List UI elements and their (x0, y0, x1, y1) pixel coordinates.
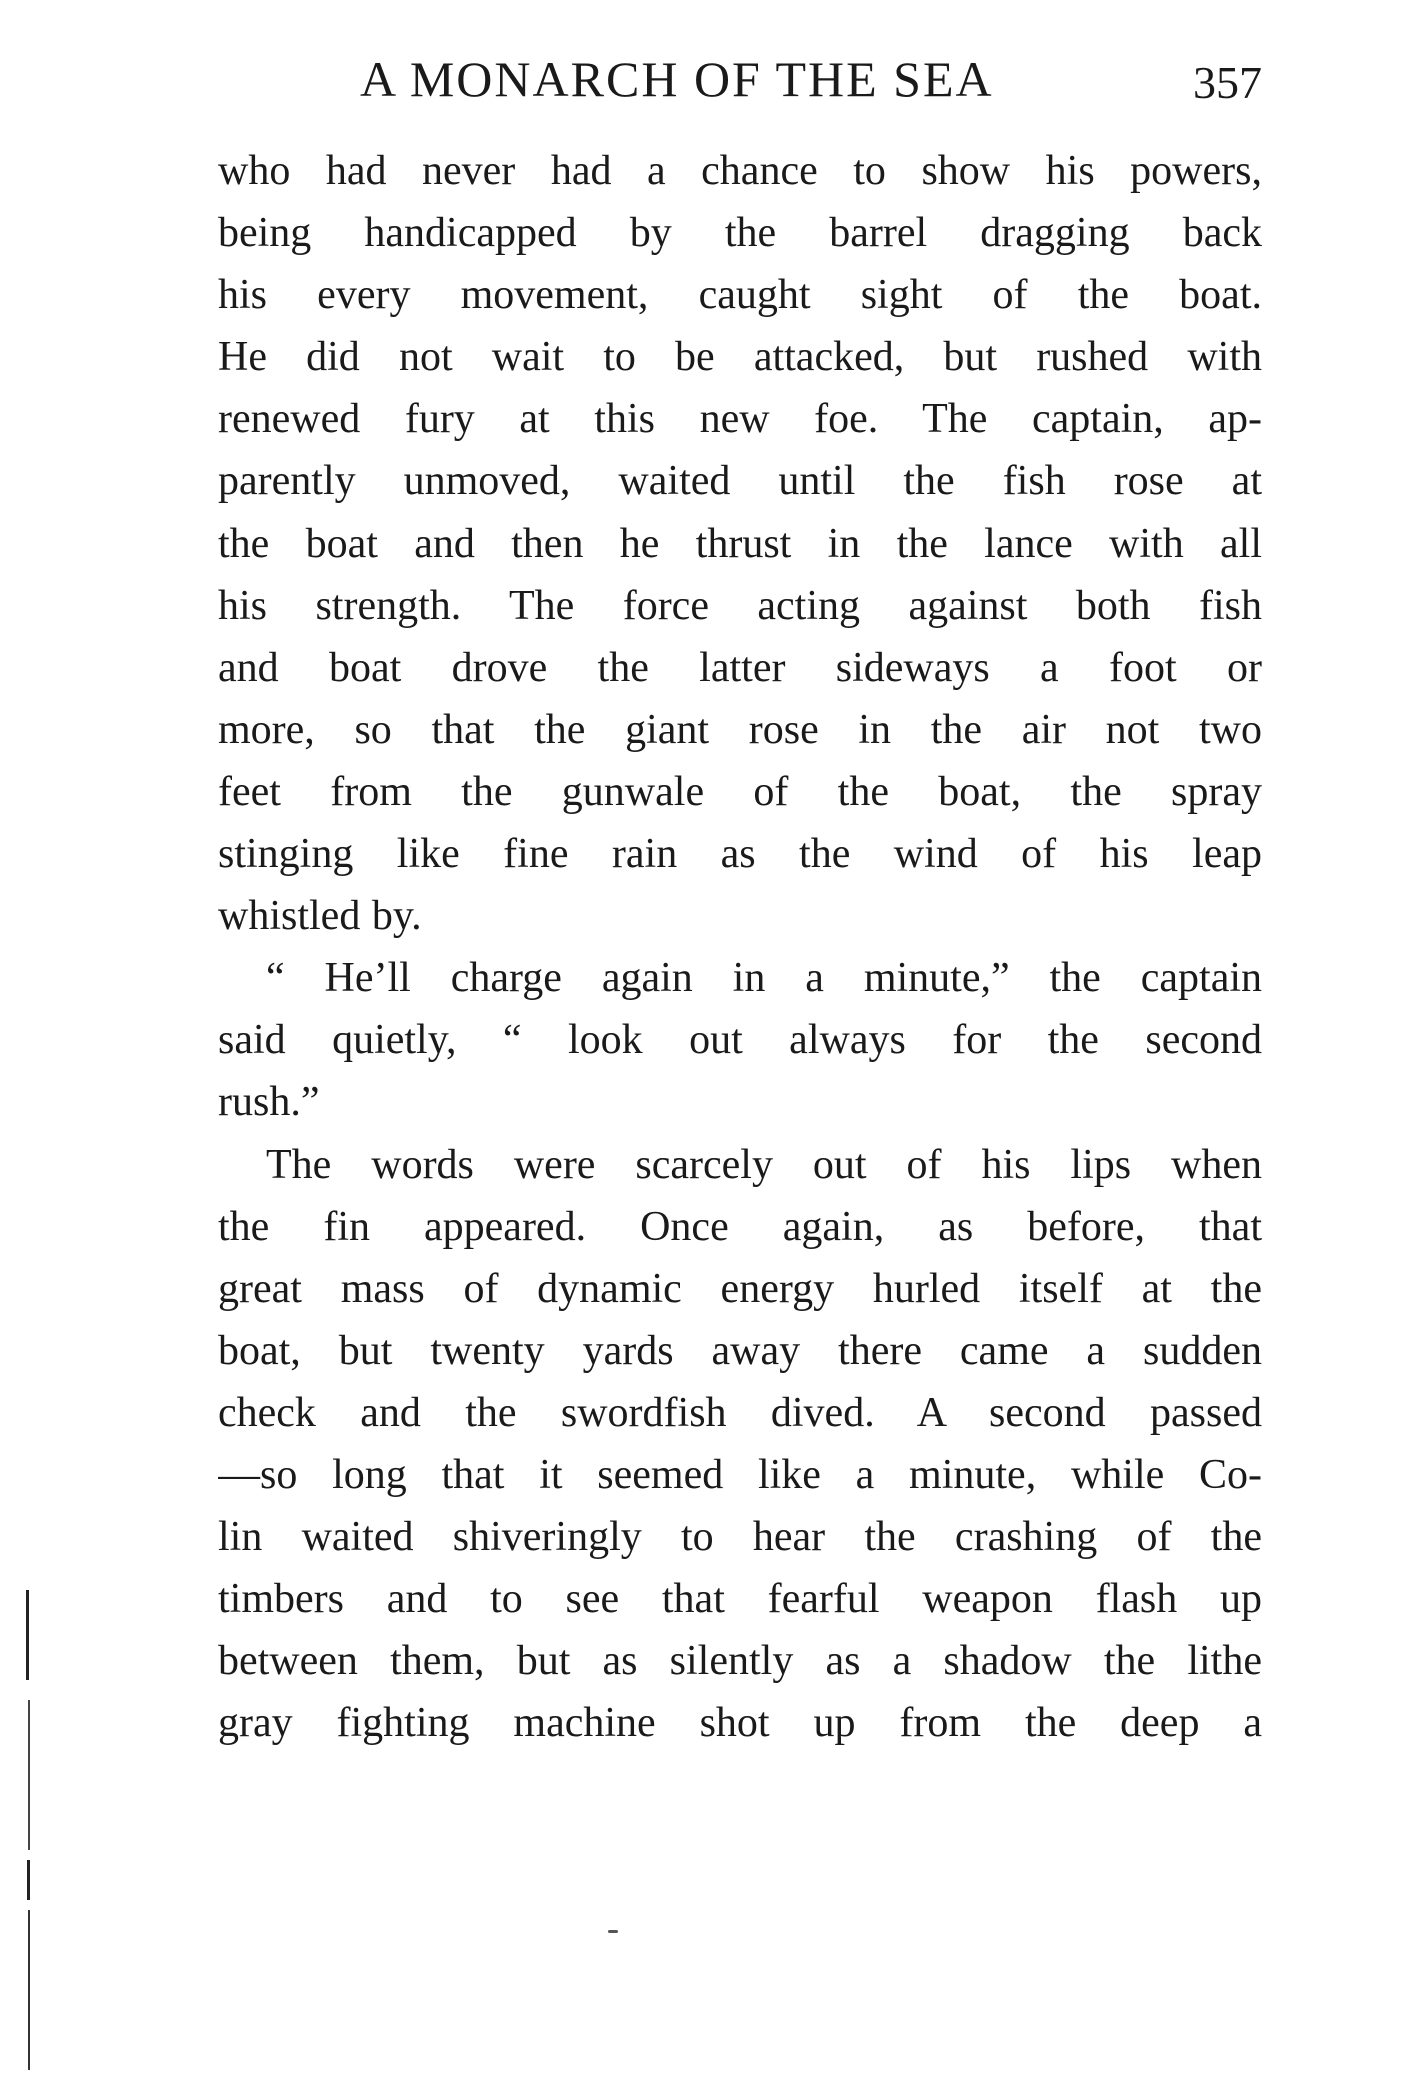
binding-edge-mark (26, 1590, 29, 1680)
binding-edge-mark (27, 1860, 30, 1900)
text-line: said quietly, “ look out always for the second (218, 1017, 1262, 1064)
text-line: rush.” (218, 1079, 320, 1126)
text-line: the boat and then he thrust in the lance with all (218, 520, 1262, 567)
page-number: 357 (1193, 57, 1262, 108)
text-line: more, so that the giant rose in the air not two (218, 706, 1262, 753)
text-line: and boat drove the latter sideways a foot or (218, 644, 1262, 691)
text-line: timbers and to see that fearful weapon flash up (218, 1576, 1262, 1623)
text-line: who had never had a chance to show his powers, (218, 148, 1262, 194)
text-line: whistled by. (218, 893, 422, 940)
body-text (218, 140, 1262, 1754)
binding-edge-mark (28, 1910, 30, 2070)
text-line: being handicapped by the barrel dragging back (218, 210, 1262, 257)
text-line: “ He’ll charge again in a minute,” the captain (266, 955, 1262, 1002)
text-line: the fin appeared. Once again, as before, that (218, 1203, 1262, 1250)
page-header (218, 50, 1262, 120)
text-line: check and the swordfish dived. A second passed (218, 1389, 1262, 1436)
scan-speck (608, 1930, 618, 1933)
text-line: lin waited shiveringly to hear the crashing of the (218, 1514, 1262, 1561)
binding-edge-mark (28, 1700, 30, 1850)
text-line: —so long that it seemed like a minute, while Co- (218, 1451, 1262, 1498)
text-line: feet from the gunwale of the boat, the spray (218, 768, 1262, 815)
text-line: his strength. The force acting against both fish (218, 582, 1262, 629)
text-line: parently unmoved, waited until the fish rose at (218, 458, 1262, 505)
running-head: A MONARCH OF THE SEA (360, 51, 994, 107)
text-line: gray fighting machine shot up from the deep a (218, 1700, 1262, 1747)
text-line: renewed fury at this new foe. The captain, ap- (218, 396, 1262, 443)
text-line: between them, but as silently as a shadow the lithe (218, 1638, 1262, 1685)
text-line: boat, but twenty yards away there came a sudden (218, 1327, 1262, 1374)
text-line: He did not wait to be attacked, but rushed with (218, 334, 1262, 381)
text-line: The words were scarcely out of his lips when (266, 1141, 1262, 1188)
text-line: stinging like fine rain as the wind of his leap (218, 831, 1262, 878)
text-line: his every movement, caught sight of the boat. (218, 272, 1262, 319)
text-line: great mass of dynamic energy hurled itself at the (218, 1265, 1262, 1312)
